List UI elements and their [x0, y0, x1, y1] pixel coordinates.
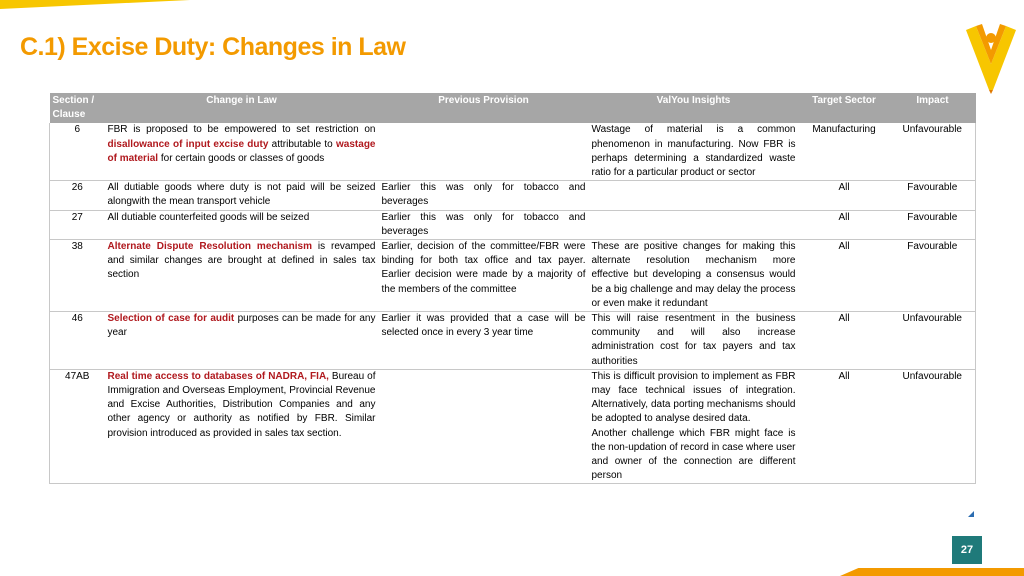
change-highlight: Alternate Dispute Resolution mechanism	[107, 241, 312, 253]
change-in-law-cell	[105, 181, 379, 210]
insights-cell	[589, 312, 799, 370]
target-sector-cell: All	[799, 181, 890, 210]
impact-cell: Unfavourable	[890, 369, 976, 484]
section-cell: 38	[50, 240, 105, 312]
section-cell: 26	[50, 181, 105, 210]
insights-cell	[589, 369, 799, 484]
table-header-row	[50, 93, 976, 123]
previous-provision-cell: Earlier this was only for tobacco and beverages	[379, 210, 589, 239]
table-row	[50, 369, 976, 484]
change-in-law-cell	[105, 123, 379, 180]
previous-provision-cell: Earlier this was only for tobacco and beverages	[379, 181, 589, 210]
table-row	[50, 312, 976, 370]
page-number: 27	[952, 536, 982, 564]
insight-paragraph: This will raise resentment in the business community and will also increase administration cost for tax payers and tax authorities	[591, 313, 796, 367]
impact-cell: Favourable	[890, 210, 976, 239]
table-row	[50, 210, 976, 239]
target-sector-cell: All	[799, 369, 890, 484]
change-in-law-cell	[105, 369, 379, 484]
change-text: attributable to	[268, 138, 337, 150]
target-sector-cell: All	[799, 312, 890, 370]
insight-paragraph: These are positive changes for making this alternate resolution mechanism more effective but developing a consensus would be a big challenge and may delay the process or even make it redundant	[591, 241, 796, 309]
excise-law-table	[49, 93, 976, 484]
insights-cell	[589, 181, 799, 210]
change-text: purposes can be made for any year	[107, 313, 376, 339]
previous-provision-cell	[379, 369, 589, 484]
change-highlight: Selection of case for audit	[107, 313, 235, 325]
change-in-law-cell	[105, 240, 379, 312]
previous-provision-cell: Earlier, decision of the committee/FBR were binding for both tax office and tax payer. Earlier decision were made by a majority of the members of the committee	[379, 240, 589, 312]
insight-paragraph: This is difficult provision to implement as FBR may face technical issues of integration. Alternatively, data porting mechanisms should be adopted to analyse desired data.	[591, 370, 796, 425]
target-sector-cell: All	[799, 210, 890, 239]
section-cell: 46	[50, 312, 105, 370]
header-change-in-law: Change in Law	[105, 93, 379, 123]
previous-provision-cell: Earlier it was provided that a case will be selected once in every 3 year time	[379, 312, 589, 370]
header-section: Section / Clause	[50, 93, 105, 123]
change-highlight: Real time access to databases of NADRA, FIA,	[107, 370, 329, 382]
change-text: All dutiable counterfeited goods will be seized	[107, 211, 310, 223]
table-row	[50, 123, 976, 180]
change-highlight: disallowance of input excise duty	[107, 138, 269, 150]
section-cell: 27	[50, 210, 105, 239]
slide-title: C.1) Excise Duty: Changes in Law	[20, 33, 406, 61]
impact-cell: Favourable	[890, 181, 976, 210]
impact-cell: Unfavourable	[890, 123, 976, 180]
header-impact: Impact	[890, 93, 976, 123]
section-cell: 6	[50, 123, 105, 180]
insight-paragraph: Another challenge which FBR might face is the non-updation of record in case where user and owner of the connection are different person	[591, 427, 796, 482]
top-accent-stripe	[0, 0, 190, 9]
insights-cell	[589, 123, 799, 180]
header-target-sector: Target Sector	[799, 93, 890, 123]
change-text: All dutiable goods where duty is not paid will be seized alongwith the mean transport vehicle	[107, 182, 376, 208]
table-row	[50, 240, 976, 312]
valyou-logo-icon	[962, 16, 1020, 96]
bottom-accent-bar	[840, 568, 1024, 576]
change-highlight: wastage of material	[107, 138, 376, 164]
change-text: is revamped and similar changes are brought at defined in sales tax section	[107, 241, 376, 281]
change-in-law-cell	[105, 210, 379, 239]
insight-paragraph: Wastage of material is a common phenomenon in manufacturing. Now FBR is perhaps determining a standardized waste ratio for a particular product or sector	[591, 124, 796, 179]
section-cell: 47AB	[50, 369, 105, 484]
impact-cell: Favourable	[890, 240, 976, 312]
change-text: FBR is proposed to be empowered to set restriction on	[107, 124, 376, 136]
header-valyou-insights: ValYou Insights	[589, 93, 799, 123]
previous-provision-cell	[379, 123, 589, 180]
insights-cell	[589, 240, 799, 312]
change-in-law-cell	[105, 312, 379, 370]
change-text: Bureau of Immigration and Overseas Employment, Provincial Revenue and Excise Authorities, Distribution Companies and any other agency or authority as notified by FBR. Similar provision introduced as provided in sales tax section.	[107, 370, 376, 439]
target-sector-cell: All	[799, 240, 890, 312]
target-sector-cell: Manufacturing	[799, 123, 890, 180]
header-previous-provision: Previous Provision	[379, 93, 589, 123]
impact-cell: Unfavourable	[890, 312, 976, 370]
insights-cell	[589, 210, 799, 239]
table-row	[50, 181, 976, 210]
change-text: for certain goods or classes of goods	[158, 152, 325, 164]
table-corner-marker	[968, 511, 974, 517]
